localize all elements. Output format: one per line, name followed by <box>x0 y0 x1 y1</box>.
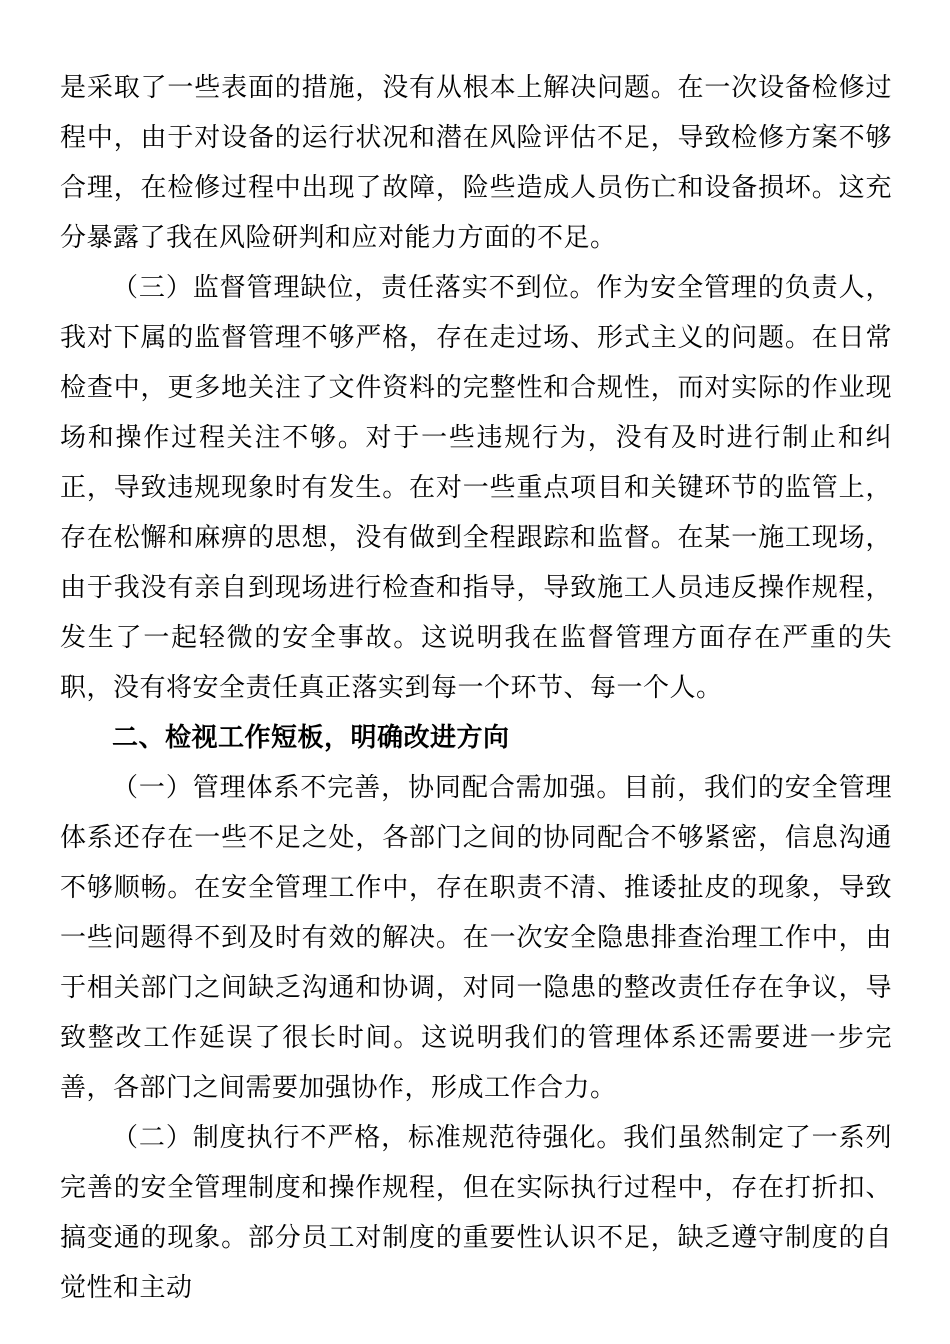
body-paragraph: （三）监督管理缺位，责任落实不到位。作为安全管理的负责人，我对下属的监督管理不够严格，存在走过场、形式主义的问题。在日常检查中，更多地关注了文件资料的完整性和合规性，而对实际的作业现场和操作过程关注不够。对于一些违规行为，没有及时进行制止和纠正，导致违规现象时有发生。在对一些重点项目和关键环节的监管上，存在松懈和麻痹的思想，没有做到全程跟踪和监督。在某一施工现场，由于我没有亲自到现场进行检查和指导，导致施工人员违反操作规程，发生了一起轻微的安全事故。这说明我在监督管理方面存在严重的失职，没有将安全责任真正落实到每一个环节、每一个人。 <box>60 272 892 702</box>
body-paragraph: （二）制度执行不严格，标准规范待强化。我们虽然制定了一系列完善的安全管理制度和操作规程，但在实际执行过程中，存在打折扣、搞变通的现象。部分员工对制度的重要性认识不足，缺乏遵守制度的自觉性和主动 <box>60 1122 892 1302</box>
section-heading: 二、检视工作短板，明确改进方向 <box>112 722 510 752</box>
body-paragraph: 是采取了一些表面的措施，没有从根本上解决问题。在一次设备检修过程中，由于对设备的运行状况和潜在风险评估不足，导致检修方案不够合理，在检修过程中出现了故障，险些造成人员伤亡和设备损坏。这充分暴露了我在风险研判和应对能力方面的不足。 <box>60 72 892 252</box>
body-paragraph: （一）管理体系不完善，协同配合需加强。目前，我们的安全管理体系还存在一些不足之处，各部门之间的协同配合不够紧密，信息沟通不够顺畅。在安全管理工作中，存在职责不清、推诿扯皮的现象，导致一些问题得不到及时有效的解决。在一次安全隐患排查治理工作中，由于相关部门之间缺乏沟通和协调，对同一隐患的整改责任存在争议，导致整改工作延误了很长时间。这说明我们的管理体系还需要进一步完善，各部门之间需要加强协作，形成工作合力。 <box>60 772 892 1102</box>
document-body <box>60 62 892 1312</box>
